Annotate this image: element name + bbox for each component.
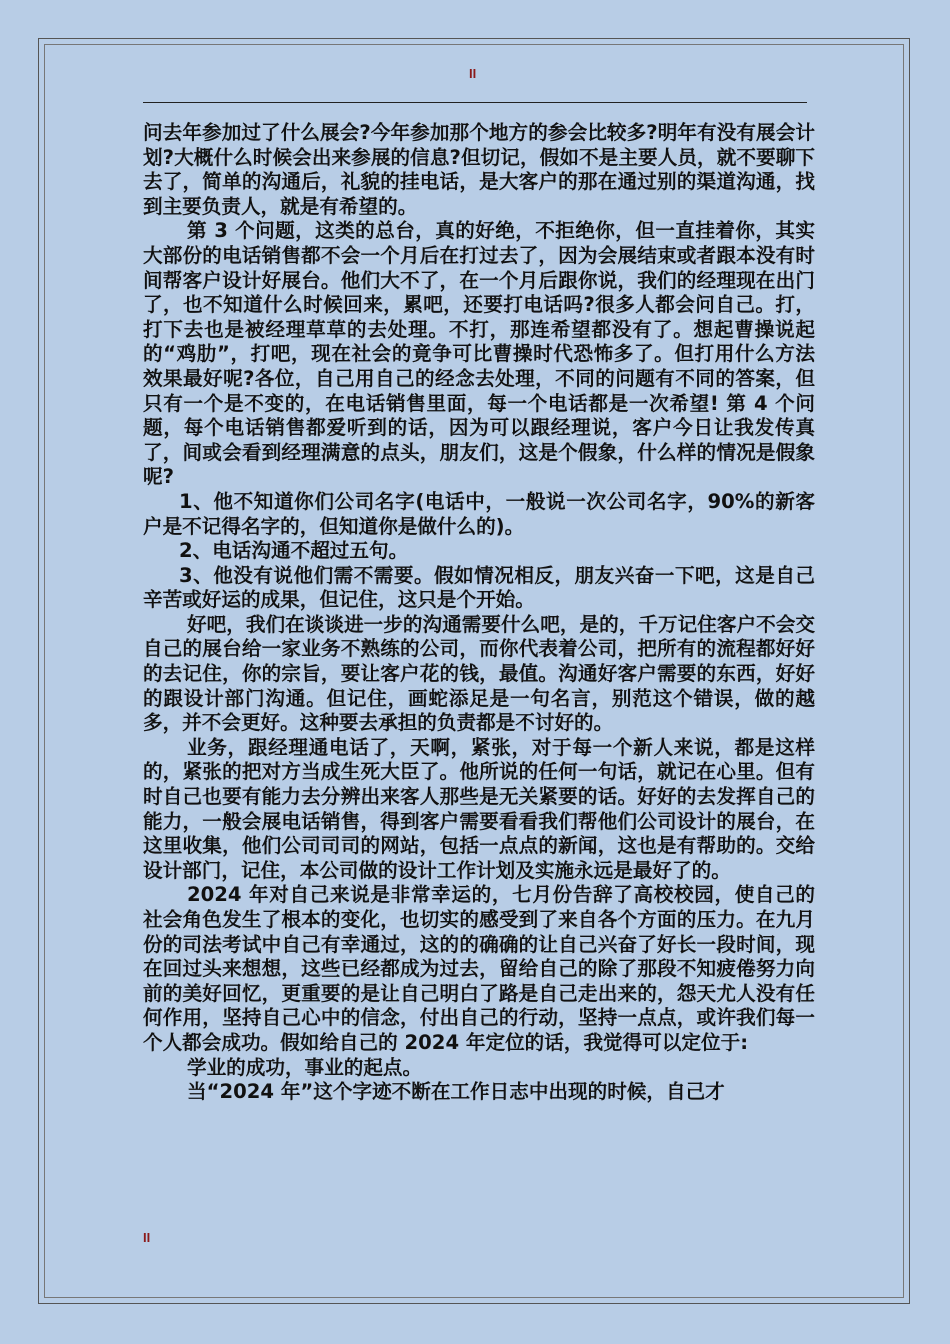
- header-rule: [143, 102, 807, 103]
- paragraph-6: 学业的成功，事业的起点。: [187, 1055, 423, 1079]
- list-item-3: 3、他没有说他们需不需要。假如情况相反，朋友兴奋一下吧，这是自己辛苦或好运的成果，但记住，这只是个开始。: [143, 563, 815, 612]
- paragraph-7: 当“2024 年”这个字迹不断在工作日志中出现的时候，自己才: [187, 1080, 725, 1104]
- paragraph-3: 好吧，我们在谈谈进一步的沟通需要什么吧，是的，千万记住客户不会交自己的展台给一家业务不熟练的公司，而你代表着公司，把所有的流程都好好的去记住，你的宗旨，要让客户花的钱，最值。沟通好客户需要的东西，好好的跟设计部门沟通。但记住，画蛇添足是一句名言，别范这个错误，做的越多，并不会更好。这种要去承担的负责都是不讨好的。: [143, 612, 815, 735]
- document-body: [143, 121, 815, 1105]
- paragraph-2: 第 3 个问题，这类的总台，真的好绝，不拒绝你，但一直挂着你，其实大部份的电话销售都不会一个月后在打过去了，因为会展结束或者跟本没有时间帮客户设计好展台。他们大不了，在一个月后跟你说，我们的经理现在出门了，也不知道什么时候回来，累吧，还要打电话吗?很多人都会问自己。打，打下去也是被经理草草的去处理。不打，那连希望都没有了。想起曹操说起的“鸡肋”，打吧，现在社会的竟争可比曹操时代恐怖多了。但打用什么方法效果最好呢?各位，自己用自己的经念去处理，不同的问题有不同的答案，但只有一个是不变的，在电话销售里面，每一个电话都是一次希望! 第 4 个问题，每个电话销售都爱听到的话，因为可以跟经理说，客户今日让我发传真了，间或会看到经理满意的点头，朋友们，这是个假象，什么样的情况是假象呢?: [143, 219, 815, 489]
- paragraph-4: 业务，跟经理通电话了，天啊，紧张，对于每一个新人来说，都是这样的，紧张的把对方当成生死大臣了。他所说的任何一句话，就记在心里。但有时自己也要有能力去分辨出来客人那些是无关紧要的话。好好的去发挥自己的能力，一般会展电话销售，得到客户需要看看我们帮他们公司设计的展台，在这里收集，他们公司司司的网站，包括一点点的新闻，这也是有帮助的。交给设计部门，记住，本公司做的设计工作计划及实施永远是最好了的。: [143, 735, 815, 882]
- paragraph-5: 2024 年对自己来说是非常幸运的，七月份告辞了高校校园，使自己的社会角色发生了根本的变化，也切实的感受到了来自各个方面的压力。在九月份的司法考试中自己有幸通过，这的的确确的让自己兴奋了好长一段时间，现在回过头来想想，这些已经都成为过去，留给自己的除了那段不知疲倦努力向前的美好回忆，更重要的是让自己明白了路是自己走出来的，怨天尤人没有任何作用，坚持自己心中的信念，付出自己的行动，坚持一点点，或许我们每一个人都会成功。假如给自己的 2024 年定位的话，我觉得可以定位于:: [143, 883, 815, 1054]
- list-item-2: 2、电话沟通不超过五句。: [179, 539, 409, 563]
- paragraph-1: 问去年参加过了什么展会?今年参加那个地方的参会比较多?明年有没有展会计划?大概什么时候会出来参展的信息?但切记，假如不是主要人员，就不要聊下去了，简单的沟通后，礼貌的挂电话，是大客户的那在通过别的渠道沟通，找到主要负责人，就是有希望的。: [143, 121, 815, 218]
- list-item-1: 1、他不知道你们公司名字(电话中，一般说一次公司名字，90%的新客户是不记得名字的，但知道你是做什么的)。: [143, 489, 815, 538]
- footer-mark: II: [143, 1230, 151, 1245]
- header-mark: II: [469, 66, 477, 81]
